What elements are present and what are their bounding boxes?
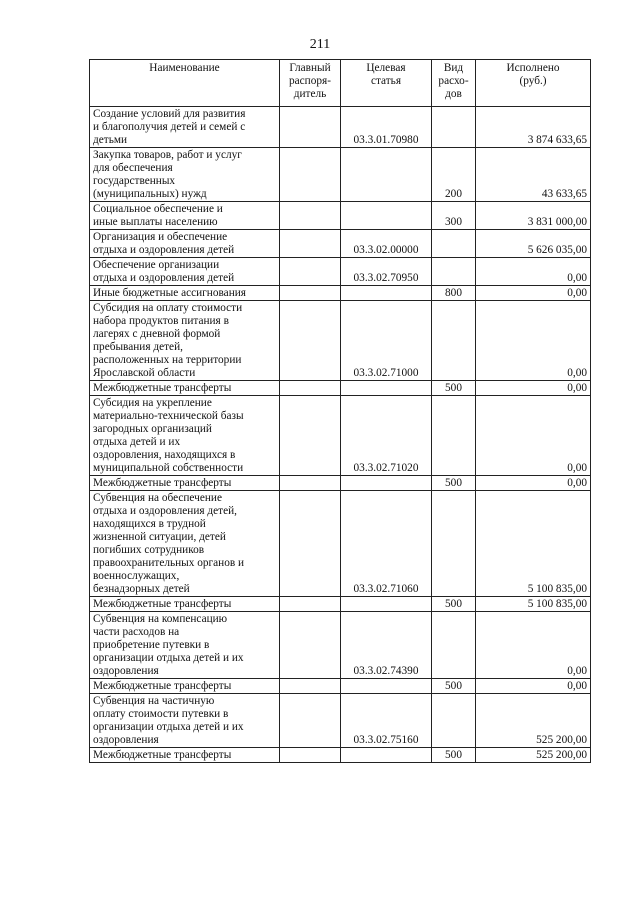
cell-executed-amount: 0,00	[476, 258, 591, 286]
header-type: Вид расхо- дов	[432, 60, 476, 107]
cell-executed-amount: 0,00	[476, 381, 591, 396]
cell-manager	[280, 202, 341, 230]
cell-target-code	[341, 381, 432, 396]
cell-name: Межбюджетные трансферты	[90, 476, 280, 491]
cell-name: Межбюджетные трансферты	[90, 381, 280, 396]
header-name: Наименование	[90, 60, 280, 107]
cell-expense-type	[432, 396, 476, 476]
cell-executed-amount: 0,00	[476, 396, 591, 476]
cell-expense-type	[432, 491, 476, 597]
cell-name: Закупка товаров, работ и услуг для обеспечения государственных (муниципальных) нужд	[90, 148, 280, 202]
cell-target-code	[341, 286, 432, 301]
cell-manager	[280, 107, 341, 148]
cell-manager	[280, 381, 341, 396]
cell-manager	[280, 148, 341, 202]
header-manager: Главный распоря- дитель	[280, 60, 341, 107]
cell-expense-type: 500	[432, 748, 476, 763]
cell-target-code	[341, 597, 432, 612]
cell-expense-type	[432, 694, 476, 748]
cell-manager	[280, 612, 341, 679]
cell-expense-type: 500	[432, 476, 476, 491]
cell-expense-type: 200	[432, 148, 476, 202]
cell-executed-amount: 0,00	[476, 612, 591, 679]
cell-expense-type: 500	[432, 597, 476, 612]
cell-executed-amount: 3 831 000,00	[476, 202, 591, 230]
cell-target-code: 03.3.02.71000	[341, 301, 432, 381]
cell-executed-amount: 525 200,00	[476, 748, 591, 763]
cell-name: Социальное обеспечение и иные выплаты населению	[90, 202, 280, 230]
cell-manager	[280, 679, 341, 694]
cell-executed-amount: 5 626 035,00	[476, 230, 591, 258]
cell-manager	[280, 597, 341, 612]
table-row	[90, 694, 591, 748]
cell-expense-type: 300	[432, 202, 476, 230]
cell-manager	[280, 748, 341, 763]
cell-expense-type	[432, 230, 476, 258]
header-code: Целевая статья	[341, 60, 432, 107]
cell-expense-type: 500	[432, 679, 476, 694]
cell-expense-type: 500	[432, 381, 476, 396]
cell-manager	[280, 301, 341, 381]
cell-manager	[280, 230, 341, 258]
table-row	[90, 476, 591, 491]
cell-expense-type	[432, 301, 476, 381]
cell-target-code: 03.3.02.71020	[341, 396, 432, 476]
cell-executed-amount: 0,00	[476, 476, 591, 491]
cell-manager	[280, 491, 341, 597]
page-number: 211	[309, 37, 331, 52]
cell-name: Иные бюджетные ассигнования	[90, 286, 280, 301]
cell-manager	[280, 286, 341, 301]
table-row	[90, 597, 591, 612]
cell-target-code: 03.3.02.70950	[341, 258, 432, 286]
budget-execution-table	[89, 59, 591, 763]
cell-executed-amount: 0,00	[476, 286, 591, 301]
cell-name: Субвенция на обеспечение отдыха и оздоровления детей, находящихся в трудной жизненной ситуации, детей погибших сотрудников правоохранительных органов и военнослужащих, безнадзорных детей	[90, 491, 280, 597]
cell-executed-amount: 5 100 835,00	[476, 491, 591, 597]
cell-target-code	[341, 202, 432, 230]
cell-name: Межбюджетные трансферты	[90, 748, 280, 763]
cell-expense-type: 800	[432, 286, 476, 301]
cell-name: Обеспечение организации отдыха и оздоровления детей	[90, 258, 280, 286]
cell-manager	[280, 694, 341, 748]
table-row	[90, 230, 591, 258]
header-amount: Исполнено (руб.)	[476, 60, 591, 107]
cell-expense-type	[432, 612, 476, 679]
table-row	[90, 748, 591, 763]
cell-target-code: 03.3.02.71060	[341, 491, 432, 597]
cell-target-code: 03.3.02.74390	[341, 612, 432, 679]
cell-executed-amount: 3 874 633,65	[476, 107, 591, 148]
cell-executed-amount: 525 200,00	[476, 694, 591, 748]
cell-name: Межбюджетные трансферты	[90, 679, 280, 694]
table-row	[90, 258, 591, 286]
cell-manager	[280, 396, 341, 476]
table-row	[90, 612, 591, 679]
table-row	[90, 301, 591, 381]
table-row	[90, 679, 591, 694]
cell-target-code: 03.3.02.75160	[341, 694, 432, 748]
table-header-row	[90, 60, 591, 107]
cell-manager	[280, 476, 341, 491]
table-row	[90, 286, 591, 301]
cell-expense-type	[432, 258, 476, 286]
cell-name: Организация и обеспечение отдыха и оздоровления детей	[90, 230, 280, 258]
table-row	[90, 491, 591, 597]
cell-target-code	[341, 679, 432, 694]
cell-manager	[280, 258, 341, 286]
cell-name: Субвенция на компенсацию части расходов на приобретение путевки в организации отдыха детей и их оздоровления	[90, 612, 280, 679]
cell-expense-type	[432, 107, 476, 148]
cell-executed-amount: 0,00	[476, 301, 591, 381]
cell-target-code	[341, 748, 432, 763]
table-row	[90, 107, 591, 148]
cell-target-code	[341, 476, 432, 491]
table-row	[90, 381, 591, 396]
cell-target-code: 03.3.02.00000	[341, 230, 432, 258]
cell-executed-amount: 43 633,65	[476, 148, 591, 202]
cell-name: Создание условий для развития и благополучия детей и семей с детьми	[90, 107, 280, 148]
table-row	[90, 148, 591, 202]
cell-name: Субвенция на частичную оплату стоимости путевки в организации отдыха детей и их оздоровления	[90, 694, 280, 748]
table-row	[90, 396, 591, 476]
cell-executed-amount: 0,00	[476, 679, 591, 694]
cell-target-code	[341, 148, 432, 202]
cell-name: Межбюджетные трансферты	[90, 597, 280, 612]
cell-name: Субсидия на укрепление материально-технической базы загородных организаций отдыха детей и их оздоровления, находящихся в муниципальной собственности	[90, 396, 280, 476]
cell-executed-amount: 5 100 835,00	[476, 597, 591, 612]
cell-target-code: 03.3.01.70980	[341, 107, 432, 148]
table-row	[90, 202, 591, 230]
cell-name: Субсидия на оплату стоимости набора продуктов питания в лагерях с дневной формой пребывания детей, расположенных на территории Ярославской области	[90, 301, 280, 381]
